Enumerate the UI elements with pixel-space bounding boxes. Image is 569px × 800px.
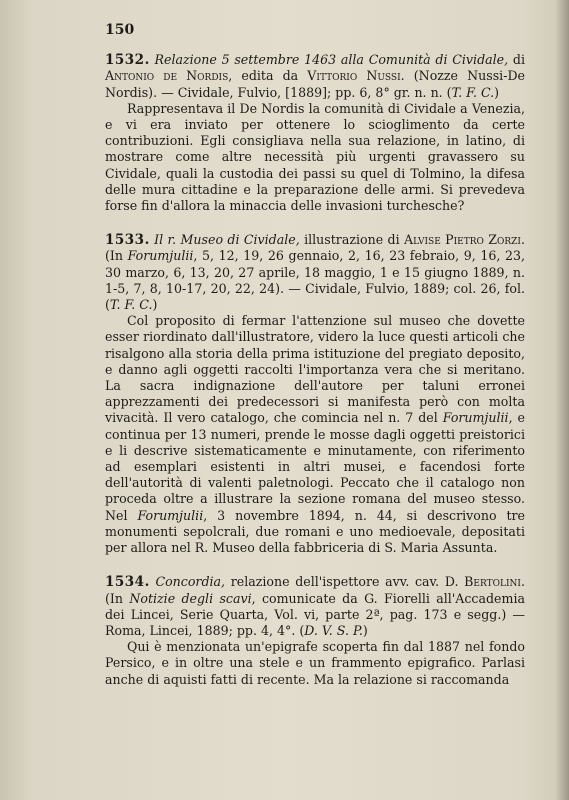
entry-number: 1532. — [105, 52, 150, 69]
entry-source: T. F. C. — [451, 84, 495, 100]
entry-1533 — [105, 232, 525, 556]
entry-body: Rappresentava il De Nordis la comunità di Cividale a Venezia, e vi era inviato per ottenere lo scioglimento da certe contribuzioni. Egli consigliava nella sua relazione, in latino, di mostrare come altre necessità più urgenti gravassero su Cividale, quali la custodia dei passi su quel di Tolmino, la difesa delle mura cittadine e la preparazione delle armi. Si prevedeva forse fin d'allora la minaccia delle invasioni turchesche? — [105, 100, 525, 214]
entry-journal: Forumjulii — [127, 248, 194, 264]
page-edge-shadow — [555, 0, 569, 800]
entry-source: D. V. S. P. — [304, 622, 363, 638]
entry-number: 1533. — [105, 232, 150, 249]
entry-author: Antonio de Nordis — [105, 68, 229, 84]
entry-body: Qui è menzionata un'epigrafe scoperta fin dal 1887 nel fondo Persico, e in oltre una stele e un frammento epigrafico. Parlasi anche di aquisti fatti di recente. Ma la relazione si raccomanda — [105, 639, 525, 687]
entry-heading: 1533. Il r. Museo di Cividale, illustrazione di Alvise Pietro Zorzi. (In Forumjulii, 5, 12, 19, 26 gennaio, 2, 16, 23 febraio, 9, 16, 23, 30 marzo, 6, 13, 20, 27 aprile, 18 maggio, 1 e 15 giugno 1889, n. 1-5, 7, 8, 10-17, 20, 22, 24). — Cividale, Fulvio, 1889; col. 26, fol. (T. F. C.) — [105, 232, 525, 313]
page-number: 150 — [105, 22, 135, 38]
entry-author: D. Bertolini — [444, 574, 521, 590]
entry-heading: 1534. Concordia, relazione dell'ispettore avv. cav. D. Bertolini. (In Notizie degli scavi, comunicate da G. Fiorelli all'Accademia dei Lincei, Serie Quarta, Vol. vi, parte 2ª, pag. 173 e segg.) — Roma, Lincei, 1889; pp. 4, 4°. (D. V. S. P.) — [105, 574, 525, 638]
entry-editor: Vittorio Nussi — [307, 68, 401, 84]
entry-title: Il r. Museo di Cividale, — [154, 232, 300, 248]
entry-1532 — [105, 52, 525, 214]
entry-number: 1534. — [105, 574, 150, 591]
entry-heading: 1532. Relazione 5 settembre 1463 alla Comunità di Cividale, di Antonio de Nordis, edita da Vittorio Nussi. (Nozze Nussi-De Nordis). — Cividale, Fulvio, [1889]; pp. 6, 8° gr. n. n. (T. F. C.) — [105, 52, 525, 100]
page-text-block — [105, 22, 525, 688]
entry-body: Col proposito di fermar l'attenzione sul museo che dovette esser riordinato dall'illustratore, videro la luce questi articoli che risalgono alla storia della prima istituzione del pregiato deposito, e danno agli oggetti raccolti l'importanza vera che si meritano. La sacra indignazione dell'autore per taluni erronei apprezzamenti dei predecessori si manifesta però con molta vivacità. Il vero catalogo, che comincia nel n. 7 del Forumjulii, e continua per 13 numeri, prende le mosse dagli oggetti preistorici e li descrive sistematicamente e minutamente, con riferimento ad esemplari esistenti in altri musei, e facendosi forte dell'autorità di valenti paletnologi. Peccato che il catalogo non proceda oltre a illustrare la sezione romana del museo stesso. Nel Forumjulii, 3 novembre 1894, n. 44, si descrivono tre monumenti sepolcrali, due romani e uno medioevale, depositati per allora nel R. Museo della fabbriceria di S. Maria Assunta. — [105, 313, 525, 556]
entry-title: Concordia, — [155, 574, 226, 590]
entry-source: T. F. C. — [109, 297, 153, 313]
entry-journal: Notizie degli scavi — [129, 590, 252, 606]
entry-author: Alvise Pietro Zorzi — [403, 232, 521, 248]
entry-title: Relazione 5 settembre 1463 alla Comunità di Cividale, — [154, 52, 509, 68]
entry-1534 — [105, 574, 525, 687]
